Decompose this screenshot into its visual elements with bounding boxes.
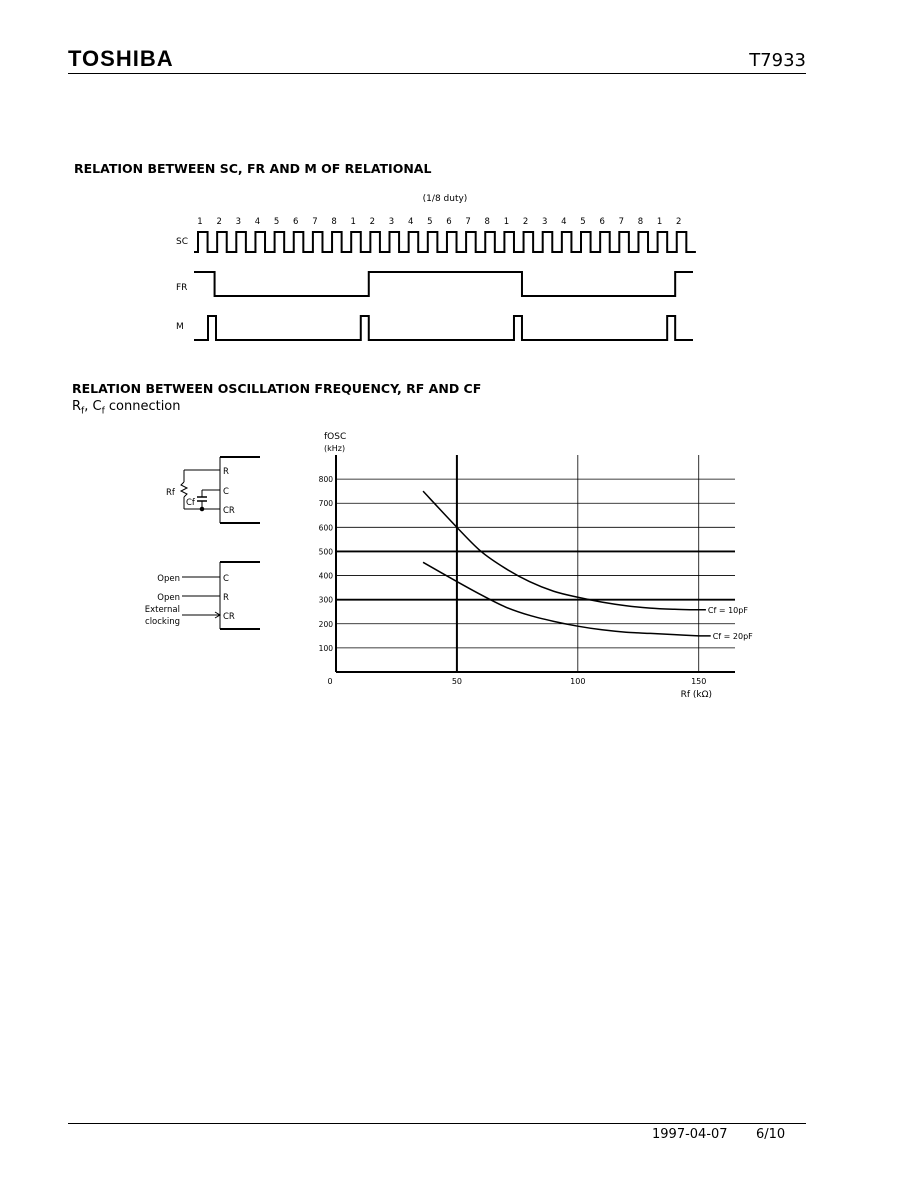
y-tick-label: 800	[318, 475, 333, 485]
cf-label: Cf	[186, 498, 195, 508]
counter-label: 7	[465, 217, 471, 227]
y-tick-label: 400	[318, 571, 333, 581]
x-tick-label: 100	[570, 677, 586, 686]
counter-label: 5	[273, 217, 280, 227]
y-tick-label: 100	[318, 643, 333, 653]
header-rule	[68, 73, 806, 74]
resistor-icon	[181, 482, 187, 497]
y-tick-label: 500	[318, 547, 333, 557]
counter-label: 7	[312, 217, 318, 227]
counter-label: 3	[235, 217, 242, 227]
y-tick-label: 200	[318, 619, 333, 629]
counter-label: 5	[427, 217, 433, 227]
y-tick-labels	[319, 475, 334, 653]
counter-label: 7	[618, 217, 625, 227]
footer-page: 6/10	[756, 1127, 786, 1142]
timing-diagram	[170, 188, 710, 353]
signal-label-fr: FR	[176, 283, 188, 293]
subtitle-r: R	[72, 399, 82, 414]
x-axis-label: Rf (kΩ)	[680, 690, 712, 700]
counter-label: 1	[350, 217, 356, 227]
external-label: External	[144, 605, 180, 615]
y-axis-unit: (kHz)	[324, 444, 346, 453]
counter-label: 1	[503, 217, 510, 227]
counter-label: 2	[522, 217, 529, 227]
y-tick-label: 700	[318, 499, 333, 509]
counter-label: 2	[369, 217, 376, 227]
rc-internal-circuit	[181, 457, 260, 523]
m-waveform	[194, 316, 693, 340]
counter-label: 2	[216, 217, 222, 227]
chart-series	[423, 491, 753, 641]
sc-waveform	[194, 232, 696, 252]
footer-rule	[68, 1123, 806, 1124]
y-tick-label: 600	[318, 523, 333, 533]
section2-subtitle	[72, 399, 181, 417]
counter-label: 1	[197, 217, 203, 227]
x-tick-label: 50	[451, 677, 463, 686]
section1-title: RELATION BETWEEN SC, FR AND M OF RELATIONAL	[74, 161, 432, 176]
series-line-1	[423, 491, 706, 610]
fosc-vs-rf-chart	[300, 425, 770, 710]
subtitle-sep: , C	[84, 399, 102, 414]
pin-r-top: R	[223, 467, 229, 477]
subtitle-r-sub: f	[81, 406, 85, 417]
subtitle-c-sub: f	[101, 406, 105, 417]
clocking-label: clocking	[145, 617, 180, 627]
fr-waveform	[194, 272, 693, 296]
pin-c-bottom: C	[223, 574, 229, 584]
counter-label: 8	[331, 217, 337, 227]
x-tick-labels	[327, 677, 706, 686]
signal-label-sc: SC	[176, 237, 188, 247]
counter-label: 5	[580, 217, 586, 227]
open-label-2: Open	[157, 593, 180, 603]
counter-labels	[197, 217, 681, 227]
y-axis-label: fOSC	[324, 432, 347, 442]
pin-r-bottom: R	[223, 593, 229, 603]
rf-label: Rf	[166, 488, 175, 498]
part-number: T7933	[749, 50, 806, 71]
x-tick-label: 150	[691, 677, 707, 686]
pin-c-top: C	[223, 487, 229, 497]
subtitle-tail: connection	[104, 399, 181, 414]
open-label-1: Open	[157, 574, 180, 584]
pin-cr-top: CR	[223, 506, 235, 516]
rc-connection-diagrams	[130, 450, 270, 640]
footer-date: 1997-04-07	[652, 1127, 728, 1142]
pin-cr-bottom: CR	[223, 612, 235, 622]
external-clock-circuit	[182, 562, 260, 629]
counter-label: 4	[561, 217, 567, 227]
counter-label: 6	[293, 217, 299, 227]
chart-grid	[336, 455, 735, 672]
counter-label: 3	[388, 217, 395, 227]
counter-label: 6	[446, 217, 452, 227]
signal-label-m: M	[176, 322, 184, 332]
counter-label: 8	[637, 217, 644, 227]
counter-label: 3	[541, 217, 548, 227]
counter-label: 4	[254, 217, 261, 227]
counter-label: 2	[676, 217, 682, 227]
section2-title: RELATION BETWEEN OSCILLATION FREQUENCY, RF AND CF	[72, 381, 482, 396]
brand-logo: TOSHIBA	[68, 46, 174, 71]
y-tick-label: 300	[318, 595, 333, 605]
x-tick-label: 0	[327, 677, 333, 686]
series-label-1: Cf = 10pF	[707, 605, 748, 615]
counter-label: 6	[599, 217, 605, 227]
counter-label: 8	[484, 217, 490, 227]
series-label-2: Cf = 20pF	[712, 631, 753, 641]
duty-label: (1/8 duty)	[422, 194, 468, 204]
counter-label: 1	[656, 217, 663, 227]
counter-label: 4	[407, 217, 414, 227]
